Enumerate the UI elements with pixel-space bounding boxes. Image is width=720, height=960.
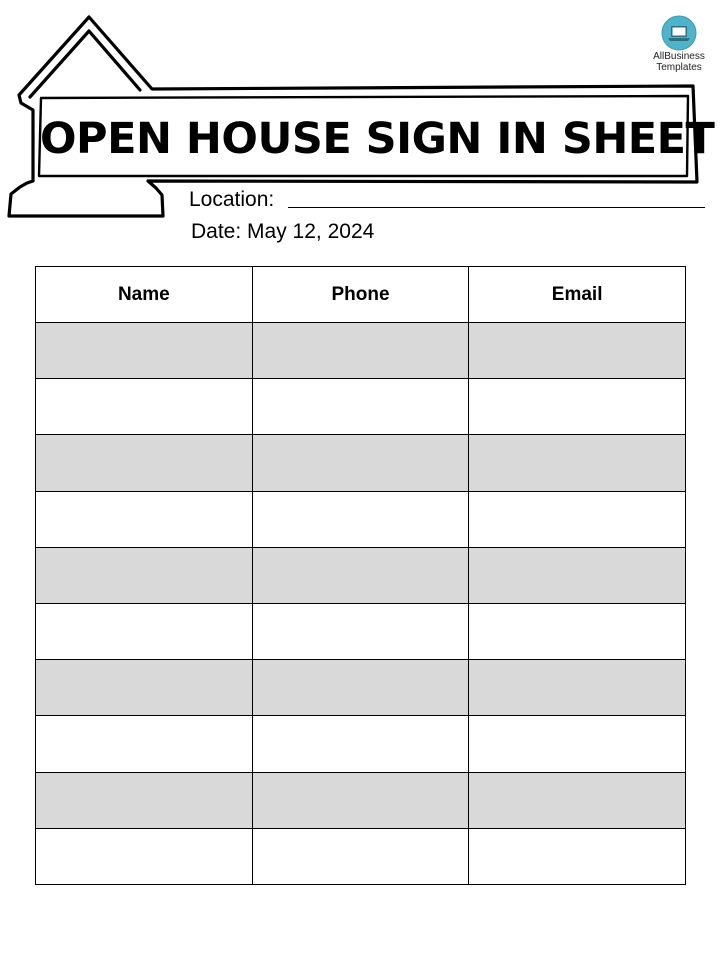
cell-name[interactable] <box>36 716 253 772</box>
cell-email[interactable] <box>469 547 686 603</box>
cell-name[interactable] <box>36 660 253 716</box>
cell-phone[interactable] <box>252 716 469 772</box>
brand-logo[interactable] <box>650 12 712 74</box>
cell-email[interactable] <box>469 660 686 716</box>
cell-name[interactable] <box>36 828 253 884</box>
table-row <box>36 603 686 659</box>
logo-line-2: Templates <box>656 62 702 73</box>
cell-phone[interactable] <box>252 491 469 547</box>
table-row <box>36 379 686 435</box>
column-header-name: Name <box>36 267 253 323</box>
cell-phone[interactable] <box>252 547 469 603</box>
cell-name[interactable] <box>36 323 253 379</box>
cell-phone[interactable] <box>252 323 469 379</box>
cell-email[interactable] <box>469 379 686 435</box>
table-row <box>36 491 686 547</box>
cell-name[interactable] <box>36 379 253 435</box>
cell-name[interactable] <box>36 772 253 828</box>
cell-name[interactable] <box>36 491 253 547</box>
table-row <box>36 772 686 828</box>
cell-email[interactable] <box>469 828 686 884</box>
date-field <box>191 218 374 246</box>
location-label: Location: <box>189 188 275 211</box>
cell-phone[interactable] <box>252 772 469 828</box>
column-header-email: Email <box>469 267 686 323</box>
logo-line-1: AllBusiness <box>653 51 705 62</box>
cell-email[interactable] <box>469 491 686 547</box>
cell-email[interactable] <box>469 603 686 659</box>
table-body <box>36 323 686 885</box>
cell-name[interactable] <box>36 547 253 603</box>
location-input-line[interactable] <box>288 207 705 208</box>
table-row <box>36 323 686 379</box>
sign-in-table <box>35 266 686 885</box>
table-row <box>36 828 686 884</box>
cell-email[interactable] <box>469 323 686 379</box>
laptop-icon <box>661 15 697 51</box>
table-row <box>36 716 686 772</box>
cell-phone[interactable] <box>252 660 469 716</box>
cell-email[interactable] <box>469 435 686 491</box>
table-row <box>36 660 686 716</box>
cell-phone[interactable] <box>252 435 469 491</box>
cell-name[interactable] <box>36 603 253 659</box>
location-field <box>189 186 709 214</box>
cell-email[interactable] <box>469 716 686 772</box>
table-row <box>36 547 686 603</box>
logo-text <box>648 51 710 73</box>
date-label: Date: <box>191 220 242 243</box>
column-header-phone: Phone <box>252 267 469 323</box>
cell-phone[interactable] <box>252 828 469 884</box>
cell-email[interactable] <box>469 772 686 828</box>
cell-phone[interactable] <box>252 603 469 659</box>
page-title: OPEN HOUSE SIGN IN SHEET <box>40 114 715 164</box>
table-header-row <box>36 267 686 323</box>
cell-phone[interactable] <box>252 379 469 435</box>
table-row <box>36 435 686 491</box>
cell-name[interactable] <box>36 435 253 491</box>
date-value: May 12, 2024 <box>247 220 375 243</box>
